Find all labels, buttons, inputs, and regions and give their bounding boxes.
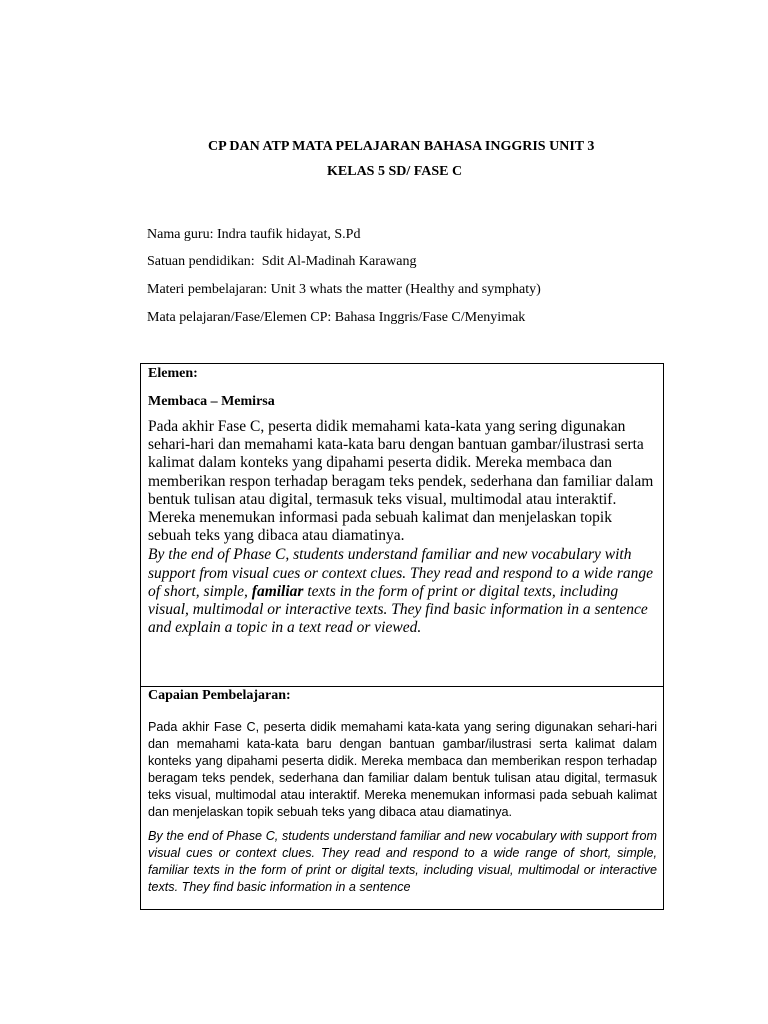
school-name: Satuan pendidikan: Sdit Al-Madinah Karawang — [147, 254, 417, 269]
document-title: CP DAN ATP MATA PELAJARAN BAHASA INGGRIS UNIT 3 — [208, 139, 595, 154]
element-table-cell — [140, 363, 664, 687]
element-text-indonesian: Pada akhir Fase C, peserta didik memahami kata-kata yang sering digunakan sehari-hari dan memahami kata-kata baru dengan bantuan gambar/ilustrasi serta kalimat dalam konteks yang dipahami peserta didik. Mereka membaca dan memberikan respon terhadap beragam teks pendek, sederhana dan familiar dalam bentuk tulisan atau digital, termasuk teks visual, multimodal atau interaktif. Mereka menemukan informasi pada sebuah kalimat dan menjelaskan topik sebuah teks yang dibaca atau diamatinya. — [148, 418, 654, 545]
element-content — [148, 365, 657, 637]
learning-material: Materi pembelajaran: Unit 3 whats the matter (Healthy and symphaty) — [147, 282, 541, 297]
outcome-label: Capaian Pembelajaran: — [148, 688, 291, 703]
outcome-text-english: By the end of Phase C, students understand familiar and new vocabulary with support from visual cues or context clues. They read and respond to a wide range of short, simple, familiar texts in the form of print or digital texts, including visual, multimodal or interactive texts. They find basic information in a sentence — [148, 829, 657, 894]
subject-phase-element: Mata pelajaran/Fase/Elemen CP: Bahasa Inggris/Fase C/Menyimak — [147, 310, 526, 325]
outcome-table-cell — [140, 686, 664, 910]
outcome-text-indonesian: Pada akhir Fase C, peserta didik memahami kata-kata yang sering digunakan sehari-hari dan memahami kata-kata baru dengan bantuan gambar/ilustrasi serta kalimat dalam konteks yang dipahami peserta didik. Mereka membaca dan memberikan respon terhadap beragam teks pendek, sederhana dan familiar dalam bentuk tulisan atau digital, termasuk teks visual, multimodal atau interaktif. Mereka menemukan informasi pada sebuah kalimat dan menjelaskan topik sebuah teks yang dibaca atau diamatinya. — [148, 720, 657, 819]
element-text-english-part2: texts in the form of print or digital texts, including visual, multimodal or interactive texts. They find basic information in a sentence and explain a topic in a text read or viewed. — [148, 582, 648, 637]
element-text-english-bold: familiar — [251, 582, 304, 600]
outcome-content — [148, 687, 657, 896]
element-label: Elemen: — [148, 366, 198, 381]
teacher-name: Nama guru: Indra taufik hidayat, S.Pd — [147, 227, 361, 242]
element-text-english — [148, 546, 657, 637]
document-subtitle: KELAS 5 SD/ FASE C — [327, 164, 463, 179]
element-sublabel: Membaca – Memirsa — [148, 394, 275, 409]
element-text-english-part1: By the end of Phase C, students understand familiar and new vocabulary with support from visual cues or context clues. They read and respond to a wide range of short, simple, — [148, 546, 653, 600]
